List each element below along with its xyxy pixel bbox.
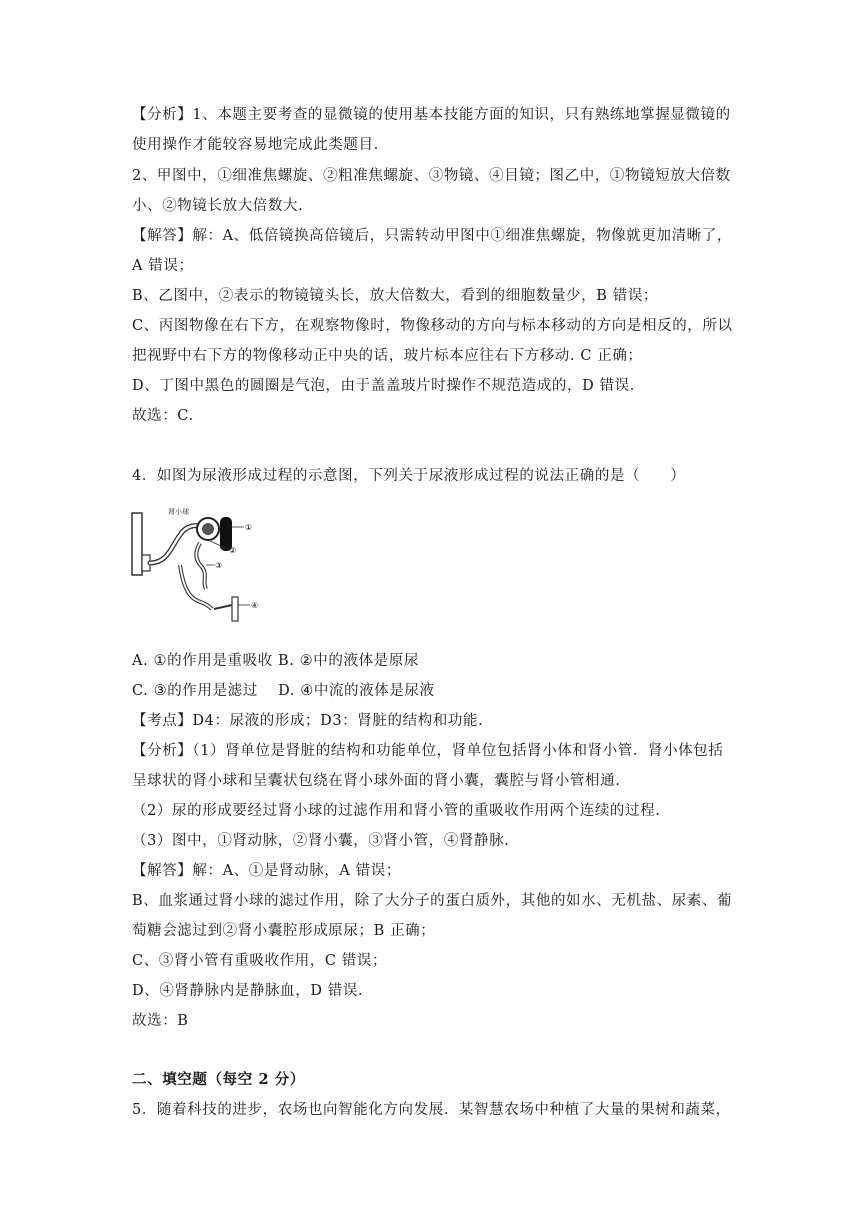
- descending-lumen: [196, 543, 206, 589]
- q4-answer-3: 萄糖会滤过到②肾小囊腔形成原尿；B 正确；: [132, 923, 436, 939]
- label-2: ②: [229, 546, 237, 555]
- analysis-line-3: 2、甲图中，①细准焦螺旋、②粗准焦螺旋、③物镜、④目镜；图乙中，①物镜短放大倍数: [132, 168, 731, 184]
- analysis-line-2: 使用操作才能较容易地完成此类题目.: [132, 137, 379, 153]
- q4-answer-1: 【解答】解：A、①是肾动脉，A 错误；: [132, 863, 401, 879]
- answer-line-1: 【解答】解：A、低倍镜换高倍镜后，只需转动甲图中①细准焦螺旋，物像就更加清晰了，: [132, 228, 732, 244]
- kaodian: 【考点】D4：尿液的形成；D3：肾脏的结构和功能.: [132, 713, 484, 729]
- question-5-stem: 5．随着科技的进步，农场也向智能化方向发展．某智慧农场中种植了大量的果树和蔬菜，: [132, 1102, 731, 1118]
- renal-vein: [232, 597, 238, 621]
- vein-connector: [214, 605, 232, 609]
- question-4-options-row-2: C. ③的作用是滤过 D. ④中流的液体是尿液: [132, 683, 435, 699]
- q4-answer-6: 故选：B: [132, 1013, 189, 1029]
- q4-answer-4: C、③肾小管有重吸收作用，C 错误；: [132, 953, 388, 969]
- label-3: ③: [215, 561, 223, 570]
- q4-answer-5: D、④肾静脉内是静脉血，D 错误.: [132, 983, 364, 999]
- answer-line-6: D、丁图中黑色的圆圈是气泡，由于盖盖玻片时操作不规范造成的，D 错误.: [132, 378, 635, 394]
- glomerulus: [202, 523, 214, 535]
- analysis-line-1: 【分析】1、本题主要考查的显微镜的使用基本技能方面的知识，只有熟练地掌握显微镜的: [132, 107, 731, 123]
- analysis-line-4: 小、②物镜长放大倍数大.: [132, 198, 304, 214]
- label-4: ④: [251, 601, 259, 610]
- section-2-heading: 二、填空题（每空 2 分）: [132, 1071, 305, 1088]
- q4-answer-2: B、血浆通过肾小球的滤过作用，除了大分子的蛋白质外，其他的如水、无机盐、尿素、葡: [132, 893, 733, 909]
- answer-line-2: A 错误；: [132, 258, 194, 274]
- question-4-stem: 4．如图为尿液形成过程的示意图，下列关于尿液形成过程的说法正确的是（ ）: [132, 468, 686, 484]
- label-glomerulus: 肾小球: [168, 508, 189, 516]
- answer-line-4: C、丙图物像在右下方，在观察物像时，物像移动的方向与标本移动的方向是相反的，所以: [132, 318, 733, 334]
- answer-line-7: 故选：C.: [132, 408, 194, 424]
- question-4-options-row-1: A. ①的作用是重吸收 B. ②中的液体是原尿: [132, 653, 419, 669]
- answer-line-3: B、乙图中，②表示的物镜镜头长，放大倍数大，看到的细胞数量少，B 错误；: [132, 288, 659, 304]
- q4-analysis-4: （3）图中，①肾动脉，②肾小囊，③肾小管，④肾静脉.: [132, 833, 510, 849]
- renal-pelvis-tube: [132, 513, 142, 575]
- urine-formation-diagram: [128, 505, 268, 625]
- q4-analysis-3: （2）尿的形成要经过肾小球的过滤作用和肾小管的重吸收作用两个连续的过程.: [132, 803, 661, 819]
- label-1: ①: [245, 523, 253, 532]
- nephron-figure: [128, 505, 268, 625]
- answer-line-5: 把视野中右下方的物像移动正中央的话，玻片标本应往右下方移动. C 正确；: [132, 348, 643, 364]
- q4-analysis-2: 呈球状的肾小球和呈囊状包绕在肾小球外面的肾小囊，囊腔与肾小管相通.: [132, 773, 621, 789]
- q4-analysis-1: 【分析】（1）肾单位是肾脏的结构和功能单位，肾单位包括肾小体和肾小管．肾小体包括: [132, 743, 724, 759]
